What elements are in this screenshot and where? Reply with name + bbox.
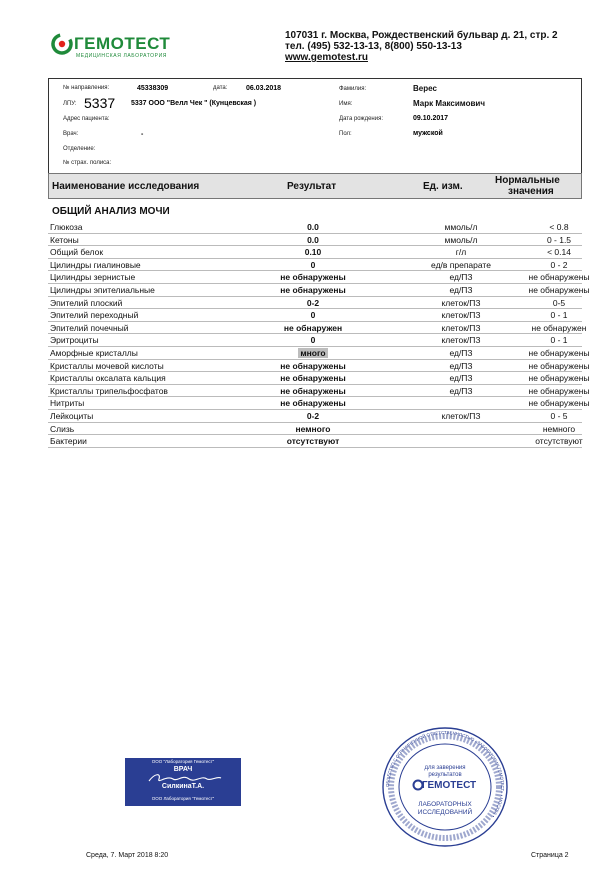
test-units: ммоль/л xyxy=(444,234,478,245)
test-result: немного xyxy=(295,423,331,434)
test-result: не обнаружены xyxy=(280,398,346,409)
doctor-label: Врач: xyxy=(63,131,79,137)
test-units: ед/ПЗ xyxy=(449,385,473,396)
test-result: 0 xyxy=(310,335,316,346)
doctor-stamp-top: ООО "Лаборатория Гемотест" xyxy=(151,759,215,764)
logo-text: ГЕМОТЕСТ xyxy=(74,34,171,53)
test-name: Эритроциты xyxy=(50,335,99,346)
test-result: 0-2 xyxy=(306,297,320,308)
results-table-header xyxy=(48,173,582,199)
test-units: ед/ПЗ xyxy=(449,373,473,384)
test-norm: не обнаружены xyxy=(528,373,590,384)
doctor-stamp-bottom: ООО Лаборатория "Гемотест" xyxy=(151,796,215,801)
referral-number: 45338309 xyxy=(137,85,169,92)
page-number: Страница 2 xyxy=(531,852,569,859)
seal-ring-text xyxy=(380,725,510,849)
table-row xyxy=(48,334,582,347)
birth-date-value: 09.10.2017 xyxy=(413,115,449,122)
test-result: 0-2 xyxy=(306,411,320,421)
table-row xyxy=(48,322,587,335)
test-result: отсутствуют xyxy=(286,436,340,447)
doctor-stamp-title: ВРАЧ xyxy=(173,766,193,773)
test-norm: 0 - 1 xyxy=(550,310,568,321)
test-name: Эпителий переходный xyxy=(50,310,139,321)
test-name: Глюкоза xyxy=(50,222,83,232)
print-datetime: Среда, 7. Март 2018 8:20 xyxy=(86,852,169,859)
test-name: Цилиндры зернистые xyxy=(50,272,136,283)
test-name: Общий белок xyxy=(50,247,104,258)
test-name: Цилиндры гиалиновые xyxy=(50,259,141,270)
table-row xyxy=(48,309,582,322)
test-norm: 0 - 5 xyxy=(550,411,568,421)
name-value: Марк Максимович xyxy=(413,99,485,108)
table-row xyxy=(48,284,590,297)
department-label: Отделение: xyxy=(63,146,96,152)
test-result: не обнаружены xyxy=(280,272,346,283)
lpu-label: ЛПУ: xyxy=(63,101,77,107)
company-logo xyxy=(50,32,190,62)
test-units: ед/ПЗ xyxy=(449,285,473,295)
test-name: Эпителий плоский xyxy=(50,297,123,308)
test-name: Эпителий почечный xyxy=(50,322,129,333)
sex-label: Пол: xyxy=(339,131,352,137)
test-norm: не обнаружены xyxy=(528,272,590,283)
doctor-stamp xyxy=(125,758,241,806)
seal-line4: ИССЛЕДОВАНИЙ xyxy=(417,809,473,816)
referral-date: 06.03.2018 xyxy=(246,85,282,92)
test-norm: < 0.8 xyxy=(549,222,569,232)
test-result: 0 xyxy=(310,310,316,321)
test-units: клеток/ПЗ xyxy=(441,411,481,421)
test-result: 0 xyxy=(310,259,316,270)
test-norm: 0 - 2 xyxy=(550,259,568,270)
test-result: не обнаружены xyxy=(280,360,346,371)
lpu-number: 5337 xyxy=(84,95,116,111)
table-row xyxy=(48,423,582,436)
test-name: Кристаллы мочевой кислоты xyxy=(50,360,164,371)
test-result: не обнаружен xyxy=(283,322,343,333)
policy-label: № страх. полиса: xyxy=(63,160,112,166)
test-units: клеток/ПЗ xyxy=(441,310,481,321)
table-row xyxy=(48,221,582,234)
test-norm: 0 - 1 xyxy=(550,335,568,346)
referral-label: № направления: xyxy=(63,85,110,91)
test-norm: 0-5 xyxy=(552,297,566,308)
test-name: Лейкоциты xyxy=(50,411,94,421)
date-label: дата: xyxy=(213,85,228,91)
lpu-name: 5337 ООО "Велл Чек " (Кунцевская ) xyxy=(131,100,257,107)
lab-address: 107031 г. Москва, Рождественский бульвар д. 21, стр. 2 xyxy=(285,30,558,41)
table-row xyxy=(48,435,582,448)
test-norm: отсутствуют xyxy=(535,436,583,447)
logo-ring-icon xyxy=(50,32,74,56)
test-result-highlighted: много xyxy=(300,348,326,358)
table-row xyxy=(48,397,590,410)
lab-phone: тел. (495) 532-13-13, 8(800) 550-13-13 xyxy=(285,41,462,52)
doctor-value: - xyxy=(141,131,144,138)
test-name: Бактерии xyxy=(50,436,87,447)
test-result: не обнаружены xyxy=(280,285,346,295)
table-row xyxy=(48,360,590,373)
table-row xyxy=(48,347,590,360)
lab-website[interactable]: www.gemotest.ru xyxy=(285,52,368,63)
seal-brand: ГЕМОТЕСТ xyxy=(421,780,477,791)
test-result: 0.10 xyxy=(304,247,322,258)
table-row xyxy=(48,271,590,284)
test-units: г/л xyxy=(455,247,467,258)
doctor-stamp-name: СилкинаТ.А. xyxy=(161,783,205,790)
test-units: клеток/ПЗ xyxy=(441,297,481,308)
surname-label: Фамилия: xyxy=(339,86,367,92)
test-name: Кетоны xyxy=(50,234,79,245)
test-result: не обнаружены xyxy=(280,373,346,384)
test-units: ммоль/л xyxy=(444,222,478,232)
test-norm: не обнаружены xyxy=(528,285,590,295)
test-units: ед/ПЗ xyxy=(449,348,473,358)
logo-subtext: МЕДИЦИНСКАЯ ЛАБОРАТОРИЯ xyxy=(76,53,167,59)
header-norm-line2: значения xyxy=(508,186,554,197)
test-units: ед/в препарате xyxy=(431,259,491,270)
header-units: Ед. изм. xyxy=(423,181,463,192)
test-units: ед/ПЗ xyxy=(449,272,473,283)
header-result: Результат xyxy=(287,181,337,192)
sex-value: мужской xyxy=(413,130,443,137)
table-row xyxy=(48,385,590,398)
header-test-name: Наименование исследования xyxy=(52,181,200,192)
test-name: Слизь xyxy=(50,423,75,434)
lab-round-seal xyxy=(380,725,510,849)
test-units: клеток/ПЗ xyxy=(441,335,481,346)
name-label: Имя: xyxy=(339,101,353,107)
test-units: ед/ПЗ xyxy=(449,360,473,371)
seal-line1: для заверения xyxy=(424,765,466,771)
test-units: клеток/ПЗ xyxy=(441,322,481,333)
test-norm: не обнаружены xyxy=(528,360,590,371)
test-name: Нитриты xyxy=(50,398,85,409)
table-row xyxy=(48,234,582,247)
header-norm-line1: Нормальные xyxy=(495,175,560,186)
table-row xyxy=(48,410,582,423)
test-norm: не обнаружены xyxy=(528,348,590,358)
table-row xyxy=(48,246,582,259)
test-result: не обнаружены xyxy=(280,385,346,396)
test-result xyxy=(248,348,378,359)
test-norm: не обнаружены xyxy=(528,385,590,396)
table-row xyxy=(48,259,582,272)
seal-line3: ЛАБОРАТОРНЫХ xyxy=(418,801,472,808)
address-label: Адрес пациента: xyxy=(63,116,110,122)
seal-line2: результатов xyxy=(428,772,462,778)
test-norm: не обнаружен xyxy=(531,322,587,333)
table-row xyxy=(48,372,590,385)
section-title: ОБЩИЙ АНАЛИЗ МОЧИ xyxy=(52,206,170,217)
svg-text:ОБЩЕСТВО С ОГРАНИЧЕННОЙ ОТВЕТС: ОБЩЕСТВО С ОГРАНИЧЕННОЙ ОТВЕТСТВЕННОСТЬЮ «ЛАБОРАТОРИЯ ГЕМОТЕСТ» • МОСКВА • xyxy=(384,729,506,819)
birth-date-label: Дата рождения: xyxy=(339,116,383,122)
test-norm: не обнаружены xyxy=(528,398,590,409)
test-result: 0.0 xyxy=(307,234,319,245)
test-name: Аморфные кристаллы xyxy=(50,348,138,358)
surname-value: Верес xyxy=(413,84,437,93)
test-norm: 0 - 1.5 xyxy=(546,234,572,245)
patient-info-box xyxy=(48,78,582,173)
test-result: 0.0 xyxy=(307,222,319,232)
test-name: Цилиндры эпителиальные xyxy=(50,285,155,295)
table-row xyxy=(48,297,582,310)
test-norm: < 0.14 xyxy=(547,247,571,258)
test-name: Кристаллы оксалата кальция xyxy=(50,373,166,384)
test-norm: немного xyxy=(542,423,576,434)
test-name: Кристаллы трипельфосфатов xyxy=(50,385,168,396)
